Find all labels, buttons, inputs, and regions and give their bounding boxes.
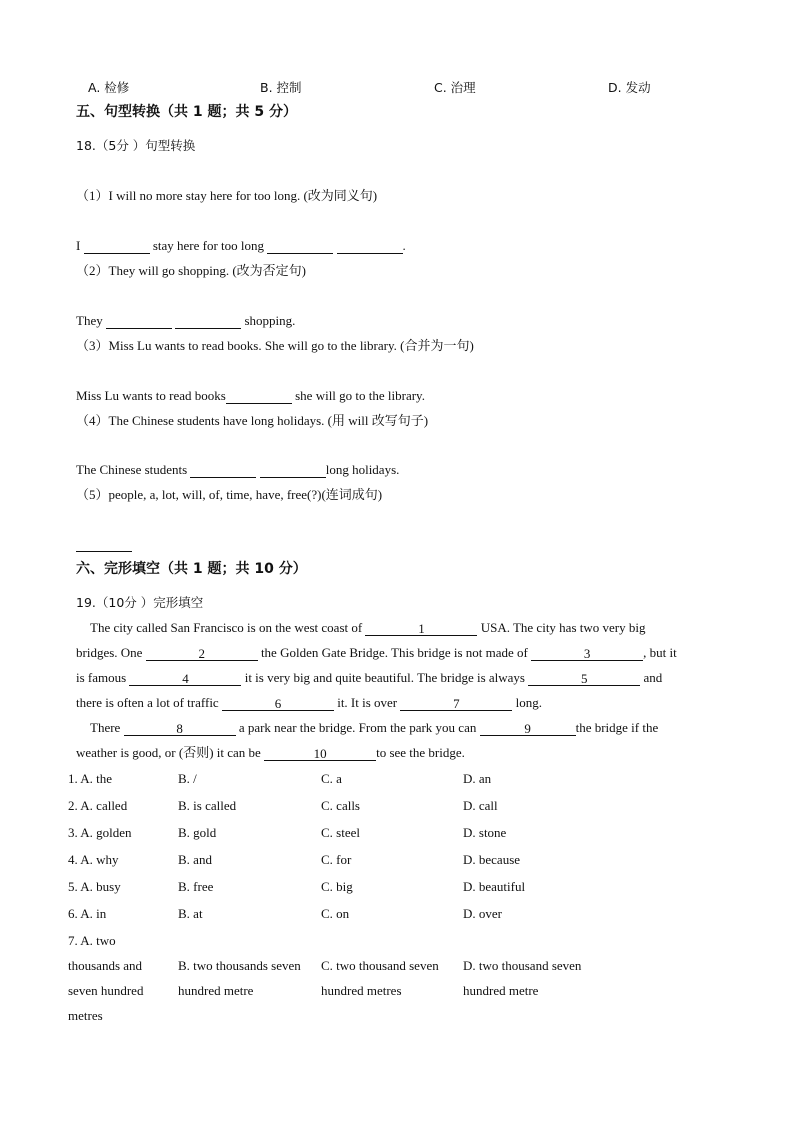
option-c[interactable]: C. on: [321, 906, 350, 921]
option-a[interactable]: 4. A. why: [68, 852, 119, 867]
option-a-cont[interactable]: seven hundred: [68, 983, 144, 998]
answer-blank[interactable]: [106, 314, 172, 329]
passage-text: is famous: [76, 670, 127, 685]
passage-line-4: [76, 695, 542, 711]
q18-item2-answer-line: [76, 313, 295, 329]
option-a[interactable]: 5. A. busy: [68, 879, 121, 894]
cloze-blank-5[interactable]: 5: [528, 671, 640, 686]
passage-text: a park near the bridge. From the park you can: [238, 720, 477, 735]
section6-heading: 六、完形填空（共 1 题；共 10 分）: [76, 561, 307, 577]
option-b[interactable]: B. gold: [178, 825, 217, 840]
option-b[interactable]: B. free: [178, 879, 214, 894]
passage-text: it is very big and quite beautiful. The bridge is always: [244, 670, 525, 685]
answer-text: .: [402, 238, 406, 253]
passage-text: the bridge if the: [575, 720, 659, 735]
option-c[interactable]: C. big: [321, 879, 353, 894]
answer-blank[interactable]: [175, 314, 241, 329]
q18-item2-prompt: （2）They will go shopping. (改为否定句): [76, 263, 307, 278]
passage-text: There: [90, 720, 121, 735]
option-b-cont[interactable]: hundred metre: [178, 983, 254, 998]
cloze-blank-3[interactable]: 3: [531, 646, 643, 661]
option-b[interactable]: B. and: [178, 852, 212, 867]
q19-label: 19.（10分 ）完形填空: [76, 595, 204, 610]
option-c[interactable]: C. calls: [321, 798, 360, 813]
cloze-blank-7[interactable]: 7: [400, 696, 512, 711]
cloze-blank-10[interactable]: 10: [264, 746, 376, 761]
passage-line-6: [76, 745, 465, 761]
option-d[interactable]: D. beautiful: [463, 879, 526, 894]
option-a[interactable]: 7. A. two: [68, 933, 116, 948]
q18-item1-answer-line: [76, 238, 406, 254]
passage-text: it. It is over: [337, 695, 398, 710]
option-d[interactable]: D. because: [463, 852, 521, 867]
passage-text: there is often a lot of traffic: [76, 695, 219, 710]
option-a[interactable]: 3. A. golden: [68, 825, 132, 840]
passage-line-3: [76, 670, 662, 686]
option-a-cont[interactable]: thousands and: [68, 958, 143, 973]
section5-heading: 五、句型转换（共 1 题；共 5 分）: [76, 104, 297, 120]
answer-text: stay here for too long: [152, 238, 265, 253]
q18-item5-answer-blank[interactable]: [76, 536, 132, 552]
answer-blank[interactable]: [190, 463, 256, 478]
cloze-blank-6[interactable]: 6: [222, 696, 334, 711]
q18-label: 18.（5分 ）句型转换: [76, 138, 196, 153]
option-b[interactable]: B. at: [178, 906, 203, 921]
passage-text: and: [643, 670, 663, 685]
q18-item3-prompt: （3）Miss Lu wants to read books. She will go to the library. (合并为一句): [76, 338, 474, 353]
q18-item4-prompt: （4）The Chinese students have long holidays. (用 will 改写句子): [76, 413, 429, 428]
passage-text: to see the bridge.: [376, 745, 465, 760]
cloze-blank-2[interactable]: 2: [146, 646, 258, 661]
answer-blank[interactable]: [267, 239, 333, 254]
answer-text: shopping.: [244, 313, 296, 328]
option-c[interactable]: C. two thousand seven: [321, 958, 439, 973]
q18-item4-answer-line: [76, 462, 399, 478]
option-c-cont[interactable]: hundred metres: [321, 983, 402, 998]
option-a-cont[interactable]: metres: [68, 1008, 103, 1023]
answer-blank[interactable]: [226, 389, 292, 404]
answer-text: They: [76, 313, 103, 328]
passage-text: bridges. One: [76, 645, 143, 660]
prev-option-c: C. 治理: [434, 80, 476, 95]
q18-item1-prompt: （1）I will no more stay here for too long. (改为同义句): [76, 188, 378, 203]
option-a[interactable]: 6. A. in: [68, 906, 107, 921]
answer-text: long holidays.: [325, 462, 400, 477]
answer-blank[interactable]: [337, 239, 403, 254]
answer-text: she will go to the library.: [295, 388, 425, 403]
answer-text: The Chinese students: [76, 462, 188, 477]
cloze-blank-4[interactable]: 4: [129, 671, 241, 686]
answer-text: I: [76, 238, 81, 253]
option-b[interactable]: B. two thousands seven: [178, 958, 301, 973]
cloze-blank-1[interactable]: 1: [365, 621, 477, 636]
option-d[interactable]: D. call: [463, 798, 498, 813]
option-c[interactable]: C. steel: [321, 825, 360, 840]
passage-line-2: [76, 645, 677, 661]
cloze-blank-8[interactable]: 8: [124, 721, 236, 736]
passage-text: long.: [515, 695, 543, 710]
cloze-blank-9[interactable]: 9: [480, 721, 576, 736]
passage-text: The city called San Francisco is on the west coast of: [90, 620, 363, 635]
q18-item5-prompt: （5）people, a, lot, will, of, time, have, free(?)(连词成句): [76, 487, 383, 502]
prev-option-d: D. 发动: [608, 80, 651, 95]
option-a[interactable]: 2. A. called: [68, 798, 128, 813]
passage-text: , but it: [643, 645, 677, 660]
option-a[interactable]: 1. A. the: [68, 771, 113, 786]
option-d[interactable]: D. an: [463, 771, 492, 786]
option-c[interactable]: C. a: [321, 771, 342, 786]
passage-line-5: [90, 720, 658, 736]
option-d[interactable]: D. stone: [463, 825, 507, 840]
answer-blank[interactable]: [260, 463, 326, 478]
answer-text: Miss Lu wants to read books: [76, 388, 226, 403]
option-d-cont[interactable]: hundred metre: [463, 983, 539, 998]
passage-text: weather is good, or (否则) it can be: [76, 745, 261, 760]
option-b[interactable]: B. /: [178, 771, 197, 786]
passage-text: USA. The city has two very big: [480, 620, 646, 635]
passage-line-1: [90, 620, 645, 636]
option-b[interactable]: B. is called: [178, 798, 237, 813]
q18-item3-answer-line: [76, 388, 425, 404]
answer-blank[interactable]: [84, 239, 150, 254]
option-d[interactable]: D. over: [463, 906, 502, 921]
option-c[interactable]: C. for: [321, 852, 352, 867]
prev-option-a: A. 检修: [88, 80, 130, 95]
option-d[interactable]: D. two thousand seven: [463, 958, 582, 973]
passage-text: the Golden Gate Bridge. This bridge is not made of: [260, 645, 528, 660]
prev-option-b: B. 控制: [260, 80, 302, 95]
